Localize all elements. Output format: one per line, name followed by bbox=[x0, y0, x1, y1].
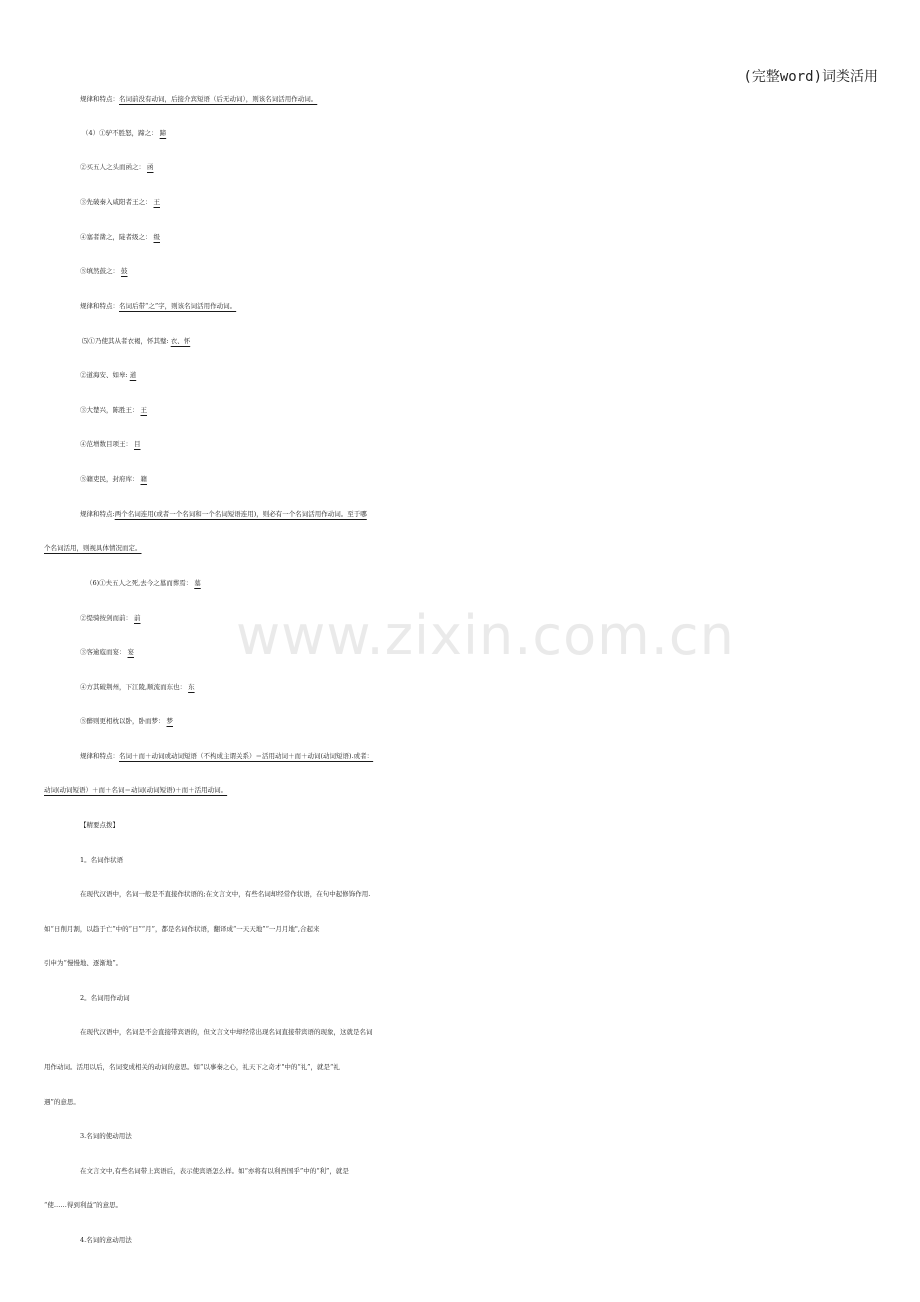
example-item bbox=[0, 710, 920, 732]
example-answer: 东 bbox=[188, 683, 195, 691]
example-item bbox=[0, 641, 920, 663]
example-question: （4）①驴不胜怒，蹄之： bbox=[82, 129, 158, 137]
example-item bbox=[0, 156, 920, 178]
rule-line-continued bbox=[0, 779, 920, 801]
example-question: ③先破秦入咸阳者王之： bbox=[80, 198, 152, 206]
example-question: ⑤填然鼓之： bbox=[80, 267, 119, 275]
example-item bbox=[0, 226, 920, 248]
header-note: (完整word)词类活用 bbox=[743, 69, 878, 85]
section-heading: 【精要点拨】 bbox=[80, 821, 119, 829]
example-answer: 宴 bbox=[127, 648, 134, 656]
example-answer: 鼓 bbox=[121, 267, 128, 275]
subsection-title: 3.名词的使动用法 bbox=[80, 1132, 132, 1140]
rule-prefix: 规律和特点： bbox=[80, 95, 119, 103]
example-answer: 目 bbox=[134, 440, 141, 448]
example-item bbox=[0, 468, 920, 490]
example-answer: 蹄 bbox=[159, 129, 167, 137]
paragraph-line: 在现代汉语中，名词是不会直接带宾语的，但文言文中却经常出现名词直接带宾语的现象，这就是名词 bbox=[80, 1028, 373, 1036]
example-question: ③客逾庖而宴： bbox=[80, 648, 126, 656]
example-item bbox=[0, 364, 920, 386]
example-item bbox=[0, 191, 920, 213]
watermark: www.zixin.com.cn bbox=[236, 604, 735, 667]
example-item bbox=[0, 260, 920, 282]
example-answer: 函 bbox=[147, 163, 154, 171]
paragraph-line: 在现代汉语中，名词一般是不直接作状语的;在文言文中，有些名词却经常作状语，在句中起修饰作用. bbox=[80, 890, 371, 898]
example-item bbox=[0, 676, 920, 698]
rule-line bbox=[0, 88, 920, 110]
rule-prefix: 规律和特点： bbox=[80, 752, 119, 760]
example-item bbox=[0, 122, 920, 144]
subsection-title: 2。名词用作动词 bbox=[80, 994, 130, 1002]
rule-text: 个名词活用，则视具体情况而定。 bbox=[44, 544, 142, 552]
paragraph-line: “使……得到利益”的意思。 bbox=[44, 1201, 123, 1209]
rule-text: 动词(动词短语）＋而＋名词＝动词(动词短语)＋而＋活用动词。 bbox=[44, 786, 228, 794]
example-question: ②买五人之头而函之： bbox=[80, 163, 145, 171]
example-item bbox=[0, 399, 920, 421]
example-question: ③大楚兴，陈胜王： bbox=[80, 406, 139, 414]
example-answer: 道 bbox=[129, 371, 137, 379]
rule-line bbox=[0, 503, 920, 525]
example-question: ②道海安、如皋: bbox=[80, 371, 128, 379]
subsection-title: 1。名词作状语 bbox=[80, 856, 124, 864]
paragraph-line: 遇”的意思。 bbox=[44, 1098, 80, 1106]
rule-line-continued bbox=[0, 537, 920, 559]
example-item bbox=[0, 572, 920, 594]
paragraph-line: 引申为“慢慢地、逐渐地”。 bbox=[44, 959, 123, 967]
example-answer: 王 bbox=[140, 406, 147, 414]
rule-line bbox=[0, 745, 920, 767]
rule-text: 两个名词连用(或者一个名词和一个名词短语连用)，则必有一个名词活用作动词。至于哪 bbox=[114, 510, 367, 518]
example-question: ④方其破荆州，下江陵,顺流而东也： bbox=[80, 683, 187, 691]
rule-prefix: 规律和特点： bbox=[80, 302, 119, 310]
example-question: ②缇骑按剑而前： bbox=[80, 614, 132, 622]
paragraph-line: 在文言文中,有些名词带上宾语后，表示使宾语怎么样。如“亦将有以利吾国乎”中的“利”，就是 bbox=[80, 1167, 349, 1175]
example-question: （6)①夫五人之死,去今之墓而葬焉： bbox=[86, 579, 193, 587]
example-question: ⑸①乃使其从者衣褐，怀其璧: bbox=[82, 337, 169, 345]
rule-prefix: 规律和特点: bbox=[80, 510, 115, 518]
example-question: ⑤醉则更相枕以卧，卧而梦： bbox=[80, 717, 165, 725]
example-item bbox=[0, 433, 920, 455]
example-question: ⑤籍吏民，封府库： bbox=[80, 475, 139, 483]
example-item bbox=[0, 330, 920, 352]
example-question: ④塞者凿之，陡者级之： bbox=[80, 233, 152, 241]
example-answer: 衣、怀 bbox=[170, 337, 191, 345]
example-answer: 级 bbox=[153, 233, 160, 241]
example-answer: 籍 bbox=[140, 475, 147, 483]
example-question: ④范增数目项王： bbox=[80, 440, 132, 448]
example-item bbox=[0, 607, 920, 629]
rule-line bbox=[0, 295, 920, 317]
example-answer: 墓 bbox=[194, 579, 201, 587]
example-answer: 王 bbox=[153, 198, 160, 206]
rule-text: 名词后带“之”字，则该名词活用作动词。 bbox=[119, 302, 237, 310]
example-answer: 前 bbox=[134, 614, 141, 622]
subsection-title: 4.名词的意动用法 bbox=[80, 1236, 132, 1244]
paragraph-line: 用作动词。活用以后，名词变成相关的动词的意思。如“以事秦之心，礼天下之奇才"中的“礼”，就是“礼 bbox=[44, 1063, 340, 1071]
rule-text: 名词前没有动词，后接介宾短语（后无动词），则该名词活用作动词。 bbox=[119, 95, 318, 103]
rule-text: 名词＋而＋动词或动词短语（不构成主谓关系）＝活用动词＋而＋动词(动词短语).或者： bbox=[119, 752, 374, 760]
paragraph-line: 如“日削月割，以趋于亡”中的“日”“月”，都是名词作状语，翻译成“一天天地”“一月月地",合起来 bbox=[44, 925, 320, 933]
example-answer: 梦 bbox=[166, 717, 173, 725]
